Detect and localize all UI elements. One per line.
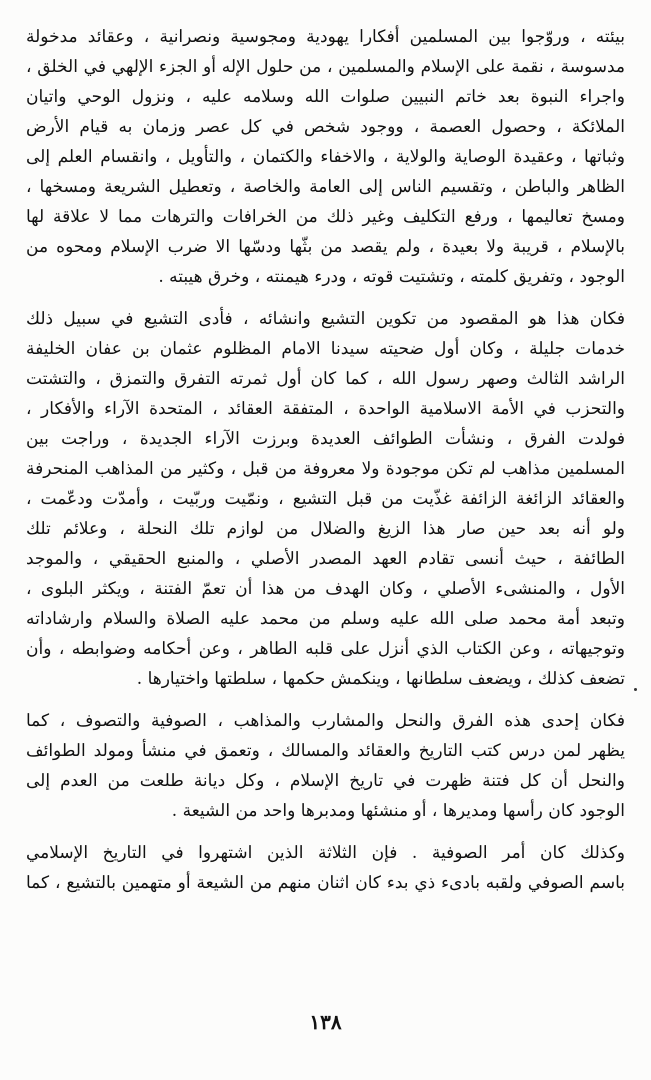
text-line: بالإسلام ، قريبة ولا بعيدة ، ولم يقصد من بثّها ودسّها الا ضرب الإسلام ومحوه من [26, 237, 625, 257]
text-line: ولو أنه بعد حين صار هذا الزيغ والضلال من لوازم تلك النحلة ، وعلائم تلك [26, 519, 625, 539]
text-line: بيئته ، وروّجوا بين المسلمين أفكارا يهودية ومجوسية ونصرانية ، وعقائد مدخولة [26, 27, 625, 47]
body-text [26, 22, 625, 910]
text-line: والنحل أن كل فتنة ظهرت في تاريخ الإسلام ، وكل ديانة طلعت من العدم إلى [26, 771, 625, 791]
paragraph-1 [26, 22, 625, 292]
text-line: الطائفة ، حيث أنسى تقادم العهد المصدر الأصلي ، والمنبع الحقيقي ، والموجد [26, 549, 625, 569]
scan-speck [634, 688, 637, 691]
text-line: واجراء النبوة بعد خاتم النبيين صلوات الله وسلامه عليه ، ونزول الوحي واتيان [26, 87, 625, 107]
paragraph-3 [26, 706, 625, 826]
text-line: فولدت الفرق ، ونشأت الطوائف العديدة وبرزت الآراء الجديدة ، وراجت بين [26, 429, 625, 449]
paragraph-2 [26, 304, 625, 694]
text-line: والعقائد الزائغة الزائفة غذّيت من قبل التشيع ، ونمّيت وربّيت ، وأمدّت ودعّمت ، [26, 489, 625, 509]
text-line: الأول ، والمنشىء الأصلي ، وكان الهدف من هذا أن تعمّ الفتنة ، ويكثر البلوى ، [26, 579, 625, 599]
text-line: خدمات جليلة ، وكان أول ضحيته سيدنا الامام المظلوم عثمان بن عفان الخليفة [26, 339, 625, 359]
paragraph-4 [26, 838, 625, 898]
text-line: ومسخ تعاليمها ، ورفع التكليف وغير ذلك من الخرافات والترهات مما لا علاقة لها [26, 207, 625, 227]
text-line: وثباتها ، وعقيدة الوصاية والولاية ، والاخفاء والكتمان ، والتأويل ، وانقسام العلم إلى [26, 147, 625, 167]
text-line: الوجود ، وتفريق كلمته ، وتشتيت قوته ، ودرء هيمنته ، وخرق هيبته . [158, 267, 625, 287]
text-line: مدسوسة ، نقمة على الإسلام والمسلمين ، من حلول الإله أو الجزء الإلهي في الخلق ، [26, 57, 625, 77]
text-line: الملائكة ، وحصول العصمة ، ووجود شخص في كل عصر وزمان به قيام الأرض [26, 117, 625, 137]
text-line: يظهر لمن درس كتب التاريخ والعقائد والمسالك ، وتعمق في منشأ ومولد الطوائف [26, 741, 625, 761]
text-line: فكان إحدى هذه الفرق والنحل والمشارب والمذاهب ، الصوفية والتصوف ، كما [26, 711, 625, 731]
text-line: المسلمين مذاهب لم تكن موجودة ولا معروفة من قبل ، وكثير من المذاهب المنحرفة [26, 459, 625, 479]
text-line: فكان هذا هو المقصود من تكوين التشيع وانشائه ، فأدى التشيع في سبيل ذلك [26, 309, 625, 329]
text-line: باسم الصوفي ولقبه بادىء ذي بدء كان اثنان منهم من الشيعة أو متهمين بالتشيع ، كما [26, 873, 625, 893]
text-line: تضعف كذلك ، ويضعف سلطانها ، وينكمش حكمها ، سلطتها واختيارها . [136, 669, 625, 689]
text-line: الراشد الثالث وصهر رسول الله ، كما كان أول ثمرته التفرق والتمزق ، والتشتت [26, 369, 625, 389]
text-line: الوجود كان رأسها ومديرها ، أو منشئها ومدبرها واحد من الشيعة . [171, 801, 625, 821]
page-number: ١٣٨ [309, 1010, 342, 1034]
text-line: الظاهر والباطن ، وتقسيم الناس إلى العامة والخاصة ، وتعطيل الشريعة ومسخها ، [26, 177, 625, 197]
text-line: والتحزب في الأمة الاسلامية الواحدة ، المتفقة العقائد ، المتحدة الآراء والأفكار ، [26, 399, 625, 419]
text-line: وكذلك كان أمر الصوفية . فإن الثلاثة الذين اشتهروا في التاريخ الإسلامي [26, 843, 625, 863]
text-line: وتبعد أمة محمد صلى الله عليه وسلم من محمد عليه الصلاة والسلام وارشاداته [26, 609, 625, 629]
text-line: وتوجيهاته ، وعن الكتاب الذي أنزل على قلبه الطاهر ، وعن أحكامه وضوابطه ، وأن [26, 639, 625, 659]
